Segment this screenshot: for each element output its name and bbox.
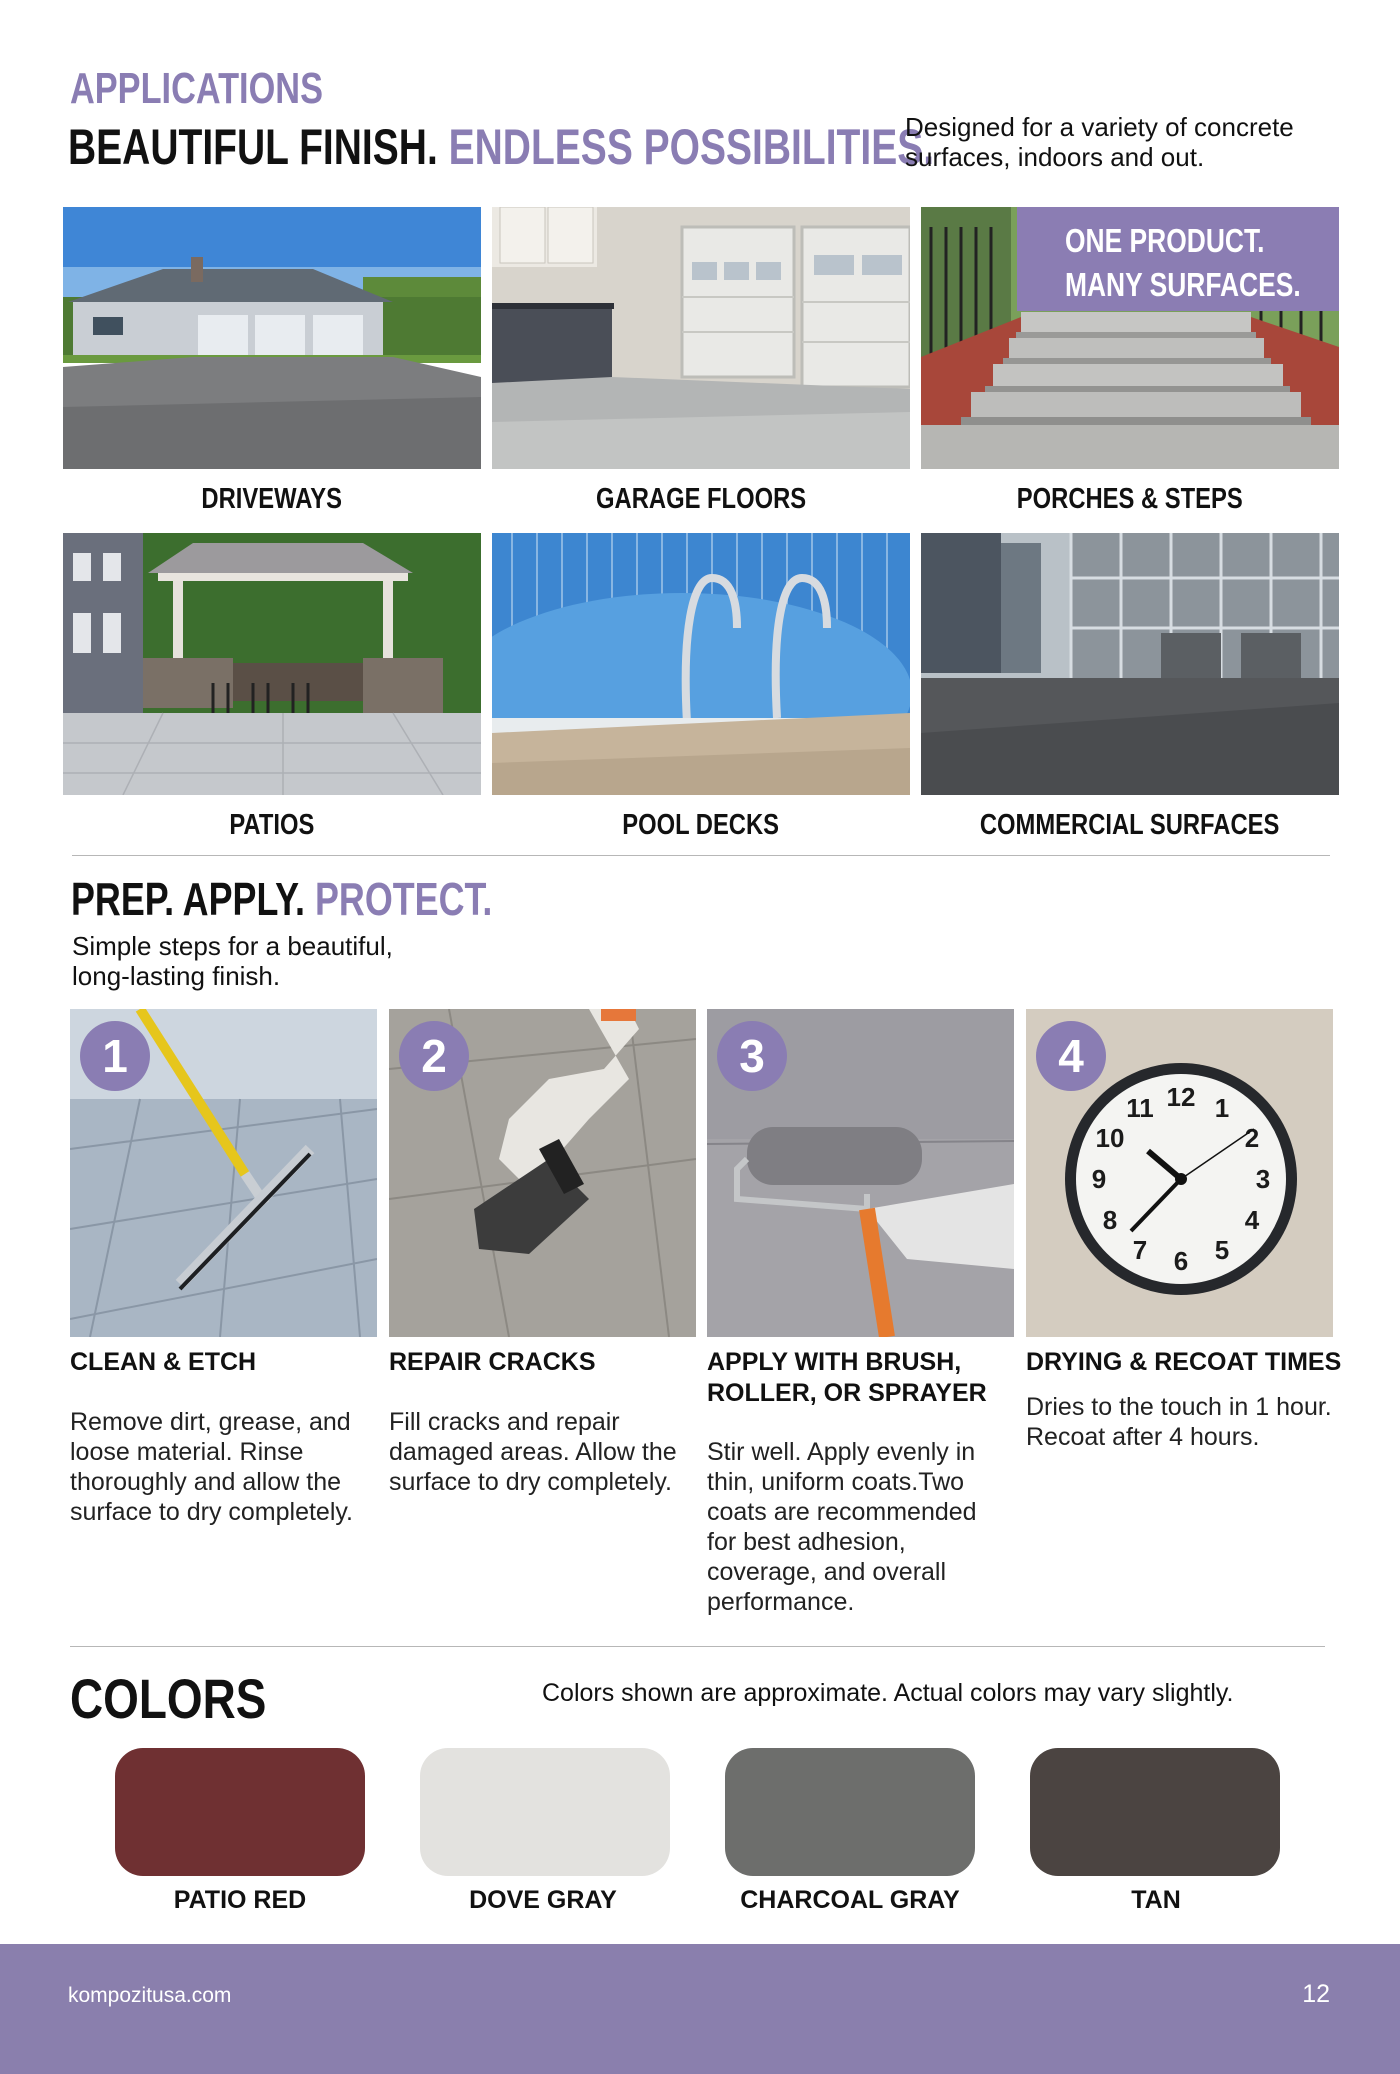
banner-line-2: MANY SURFACES. bbox=[1065, 266, 1301, 303]
banner-line-1: ONE PRODUCT. bbox=[1065, 222, 1265, 259]
garage-floor-photo bbox=[492, 207, 910, 469]
page-headline bbox=[68, 118, 934, 176]
step-4-text: Dries to the touch in 1 hour. Recoat after 4 hours. bbox=[1026, 1393, 1332, 1451]
footer-bar bbox=[0, 1944, 1400, 2074]
clock-number-3: 3 bbox=[1255, 1164, 1271, 1194]
step-3-number: 3 bbox=[717, 1021, 787, 1091]
step-1-title: CLEAN & ETCH bbox=[70, 1348, 257, 1376]
clock-number-5: 5 bbox=[1214, 1235, 1230, 1265]
driveway-photo bbox=[63, 207, 481, 469]
clock-number-9: 9 bbox=[1091, 1164, 1107, 1194]
application-caption-driveways: DRIVEWAYS bbox=[201, 483, 343, 515]
step-1-number: 1 bbox=[80, 1021, 150, 1091]
clock-number-4: 4 bbox=[1244, 1205, 1260, 1235]
step-1-image bbox=[70, 1009, 377, 1337]
swatch-patio-red bbox=[115, 1748, 365, 1876]
step-2-number: 2 bbox=[399, 1021, 469, 1091]
pool-deck-photo bbox=[492, 533, 910, 795]
steps-title-accent: PROTECT. bbox=[314, 873, 493, 925]
swatch-dove-gray bbox=[420, 1748, 670, 1876]
swatch-label-dove-gray: DOVE GRAY bbox=[469, 1886, 617, 1914]
headline-dark: BEAUTIFUL FINISH. bbox=[68, 119, 438, 175]
steps-title-dark: PREP. APPLY. bbox=[71, 873, 306, 925]
swatch-tan bbox=[1030, 1748, 1280, 1876]
application-caption-pool-decks: POOL DECKS bbox=[622, 809, 780, 841]
step-2-image bbox=[389, 1009, 696, 1337]
clock-number-11: 11 bbox=[1126, 1093, 1154, 1123]
patio-photo bbox=[63, 533, 481, 795]
steps-title bbox=[71, 872, 492, 926]
step-1-text: Remove dirt, grease, and loose material. Rinse thoroughly and allow the surface to dry completely. bbox=[70, 1408, 353, 1526]
footer-url[interactable]: kompozitusa.com bbox=[68, 1984, 232, 2007]
swatch-label-tan: TAN bbox=[1131, 1886, 1181, 1914]
application-caption-commercial-surfaces: COMMERCIAL SURFACES bbox=[980, 809, 1280, 841]
application-caption-porches-steps: PORCHES & STEPS bbox=[1017, 483, 1243, 515]
clock-number-10: 10 bbox=[1095, 1123, 1125, 1153]
clock-number-7: 7 bbox=[1132, 1235, 1148, 1265]
step-3-title: APPLY WITH BRUSH, ROLLER, OR SPRAYER bbox=[707, 1348, 987, 1407]
applications-intro: Designed for a variety of concrete surfaces, indoors and out. bbox=[905, 112, 1294, 172]
clock-number-2: 2 bbox=[1244, 1123, 1260, 1153]
commercial-surfaces-photo bbox=[921, 533, 1339, 795]
step-4-number: 4 bbox=[1036, 1021, 1106, 1091]
swatch-charcoal-gray bbox=[725, 1748, 975, 1876]
clock-number-6: 6 bbox=[1173, 1246, 1189, 1276]
clock-number-1: 1 bbox=[1214, 1093, 1230, 1123]
steps-intro: Simple steps for a beautiful, long-lasting finish. bbox=[72, 931, 393, 991]
colors-title: COLORS bbox=[70, 1667, 267, 1730]
swatch-label-charcoal-gray: CHARCOAL GRAY bbox=[740, 1886, 960, 1914]
headline-accent: ENDLESS POSSIBILITIES. bbox=[448, 119, 935, 175]
application-caption-garage-floors: GARAGE FLOORS bbox=[595, 483, 807, 515]
section-eyebrow: APPLICATIONS bbox=[70, 64, 323, 113]
step-2-title: REPAIR CRACKS bbox=[389, 1348, 596, 1376]
application-caption-patios: PATIOS bbox=[229, 809, 315, 841]
step-4-image bbox=[1026, 1009, 1333, 1337]
clock-number-8: 8 bbox=[1102, 1205, 1118, 1235]
section-divider bbox=[72, 855, 1330, 856]
colors-divider bbox=[70, 1646, 1325, 1647]
page-number: 12 bbox=[1302, 1980, 1330, 2008]
step-4-title: DRYING & RECOAT TIMES bbox=[1026, 1348, 1342, 1376]
clock-number-12: 12 bbox=[1166, 1082, 1196, 1112]
colors-note: Colors shown are approximate. Actual colors may vary slightly. bbox=[542, 1679, 1234, 1707]
swatch-label-patio-red: PATIO RED bbox=[173, 1886, 307, 1914]
surfaces-banner bbox=[1017, 207, 1339, 311]
step-3-text: Stir well. Apply evenly in thin, uniform coats.Two coats are recommended for best adhesion, coverage, and overall performance. bbox=[707, 1438, 977, 1616]
step-2-text: Fill cracks and repair damaged areas. Allow the surface to dry completely. bbox=[389, 1408, 677, 1496]
step-3-image bbox=[707, 1009, 1014, 1337]
